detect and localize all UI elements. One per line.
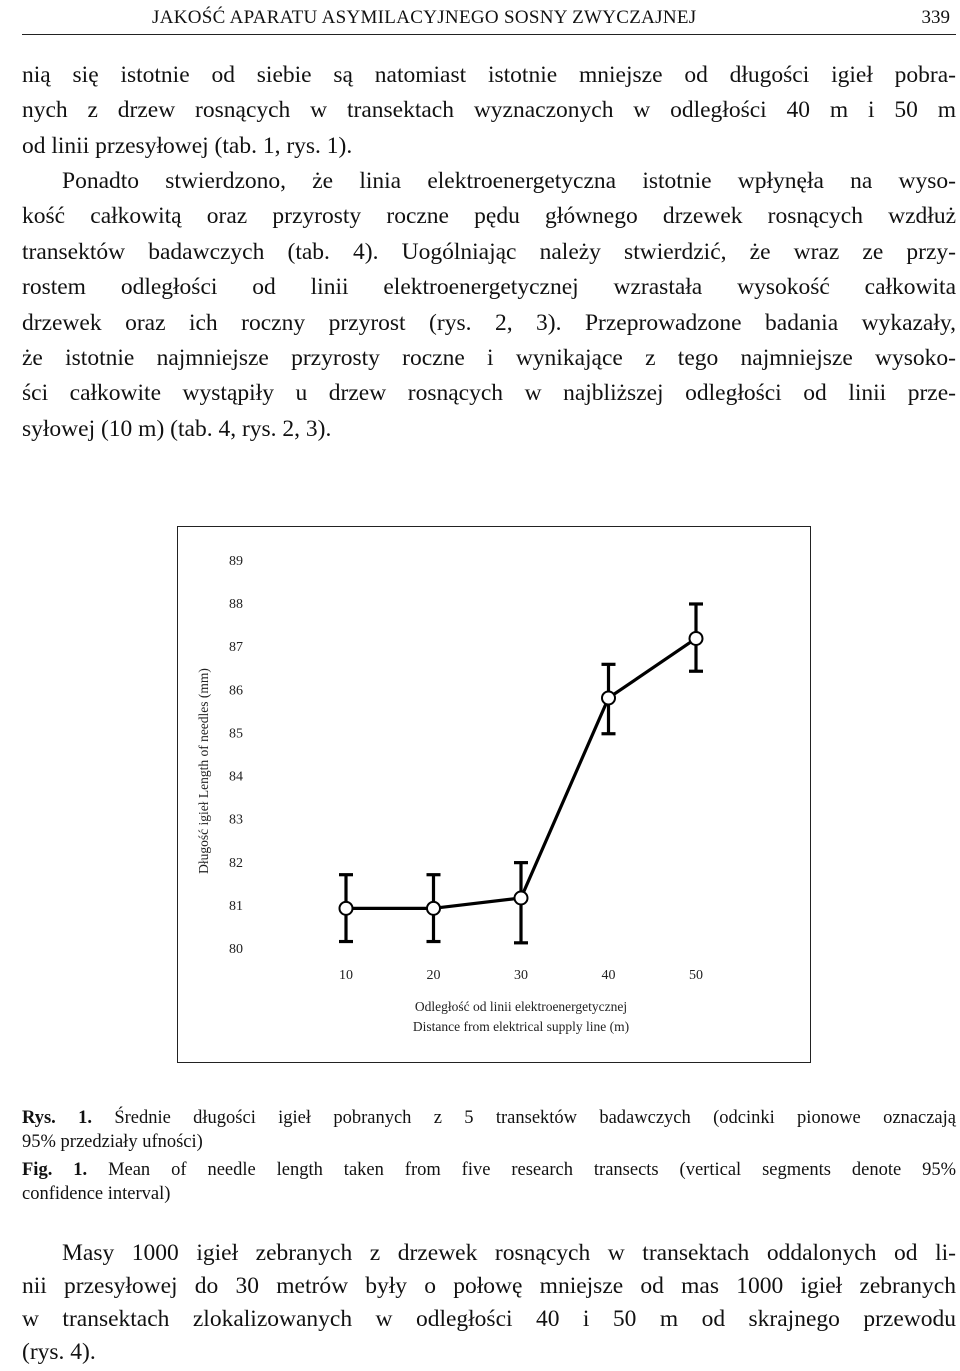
caption-text-en-2: confidence interval) <box>22 1184 171 1204</box>
paragraph-line: ści całkowite wystąpiły u drzew rosnących w najbliższej odległości od linii prze- <box>22 380 956 407</box>
x-tick-label: 30 <box>514 968 528 983</box>
paragraph-line: drzewek oraz ich roczny przyrost (rys. 2, 3). Przeprowadzone badania wykazały, <box>22 309 956 336</box>
y-tick-label: 80 <box>229 942 243 957</box>
caption-text-pl-2: 95% przedziały ufności) <box>22 1132 203 1152</box>
figure-caption-en <box>22 1158 956 1206</box>
caption-label-en: Fig. 1. <box>22 1160 88 1180</box>
paragraph-line: (rys. 4). <box>22 1339 96 1365</box>
y-tick-label: 85 <box>229 726 243 742</box>
y-tick-label: 87 <box>229 640 243 656</box>
y-tick-label: 81 <box>229 898 243 914</box>
paragraph-2 <box>22 164 956 447</box>
running-title: JAKOŚĆ APARATU ASYMILACYJNEGO SOSNY ZWYCZAJNEJ <box>152 7 697 28</box>
figure-caption-pl <box>22 1106 956 1154</box>
caption-text-en-1: Mean of needle length taken from five research transects (vertical segments denote 95% <box>108 1160 957 1180</box>
paragraph-3 <box>22 1237 956 1369</box>
paragraph-line: w transektach zlokalizowanych w odległości 40 i 50 m od skrajnego przewodu <box>22 1306 956 1332</box>
paragraph-line: nych z drzew rosnących w transektach wyznaczonych w odległości 40 m i 50 m <box>22 97 956 124</box>
running-header <box>22 4 956 35</box>
paragraph-line: od linii przesyłowej (tab. 1, rys. 1). <box>22 132 353 159</box>
x-axis-label: Distance from elektrical supply line (m) <box>412 1019 630 1034</box>
figure-chart-frame <box>177 526 811 1063</box>
paragraph-line: kość całkowitą oraz przyrosty roczne pędu głównego drzewek rosnących wzdłuż <box>22 203 956 230</box>
y-tick-label: 88 <box>229 597 243 613</box>
needle-length-chart <box>178 527 810 1062</box>
caption-text-pl-1: Średnie długości igieł pobranych z 5 transektów badawczych (odcinki pionowe oznaczają <box>114 1108 956 1128</box>
y-axis-label: Długość igieł Length of needles (mm) <box>196 668 211 874</box>
y-tick-label: 83 <box>229 812 243 828</box>
paragraph-line: rostem odległości od linii elektroenergetycznej wzrastała wysokość całkowita <box>22 274 956 301</box>
data-point <box>602 691 615 704</box>
caption-label-pl: Rys. 1. <box>22 1108 92 1128</box>
paragraph-line: transektów badawczych (tab. 4). Uogólniając należy stwierdzić, że wraz ze przy- <box>22 238 956 265</box>
x-tick-label: 40 <box>601 968 616 983</box>
x-axis-label: Odległość od linii elektroenergetycznej <box>414 999 628 1014</box>
paragraph-line: nią się istotnie od siebie są natomiast istotnie mniejsze od długości igieł pobra- <box>22 62 956 88</box>
y-tick-label: 86 <box>229 683 243 699</box>
paragraph-line: że istotnie najmniejsze przyrosty roczne i wynikające z tego najmniejsze wysoko- <box>22 345 956 372</box>
paragraph-1 <box>22 58 956 164</box>
page-number: 339 <box>921 7 950 28</box>
paragraph-line: nii przesyłowej do 30 metrów były o połowę mniejsze od mas 1000 igieł zebranych <box>22 1273 956 1299</box>
y-tick-label: 84 <box>229 769 243 785</box>
data-point <box>690 632 703 645</box>
y-tick-label: 89 <box>229 554 243 569</box>
data-point <box>340 902 353 915</box>
x-tick-label: 50 <box>689 968 703 983</box>
paragraph-line: Masy 1000 igieł zebranych z drzewek rosnących w transektach oddalonych od li- <box>62 1240 956 1266</box>
data-point <box>515 891 528 904</box>
x-tick-label: 10 <box>339 968 353 983</box>
data-point <box>427 902 440 915</box>
paragraph-line: Ponadto stwierdzono, że linia elektroenergetyczna istotnie wpłynęła na wyso- <box>62 168 956 194</box>
y-tick-label: 82 <box>229 855 243 871</box>
x-tick-label: 20 <box>426 968 441 983</box>
paragraph-line: syłowej (10 m) (tab. 4, rys. 2, 3). <box>22 415 332 442</box>
